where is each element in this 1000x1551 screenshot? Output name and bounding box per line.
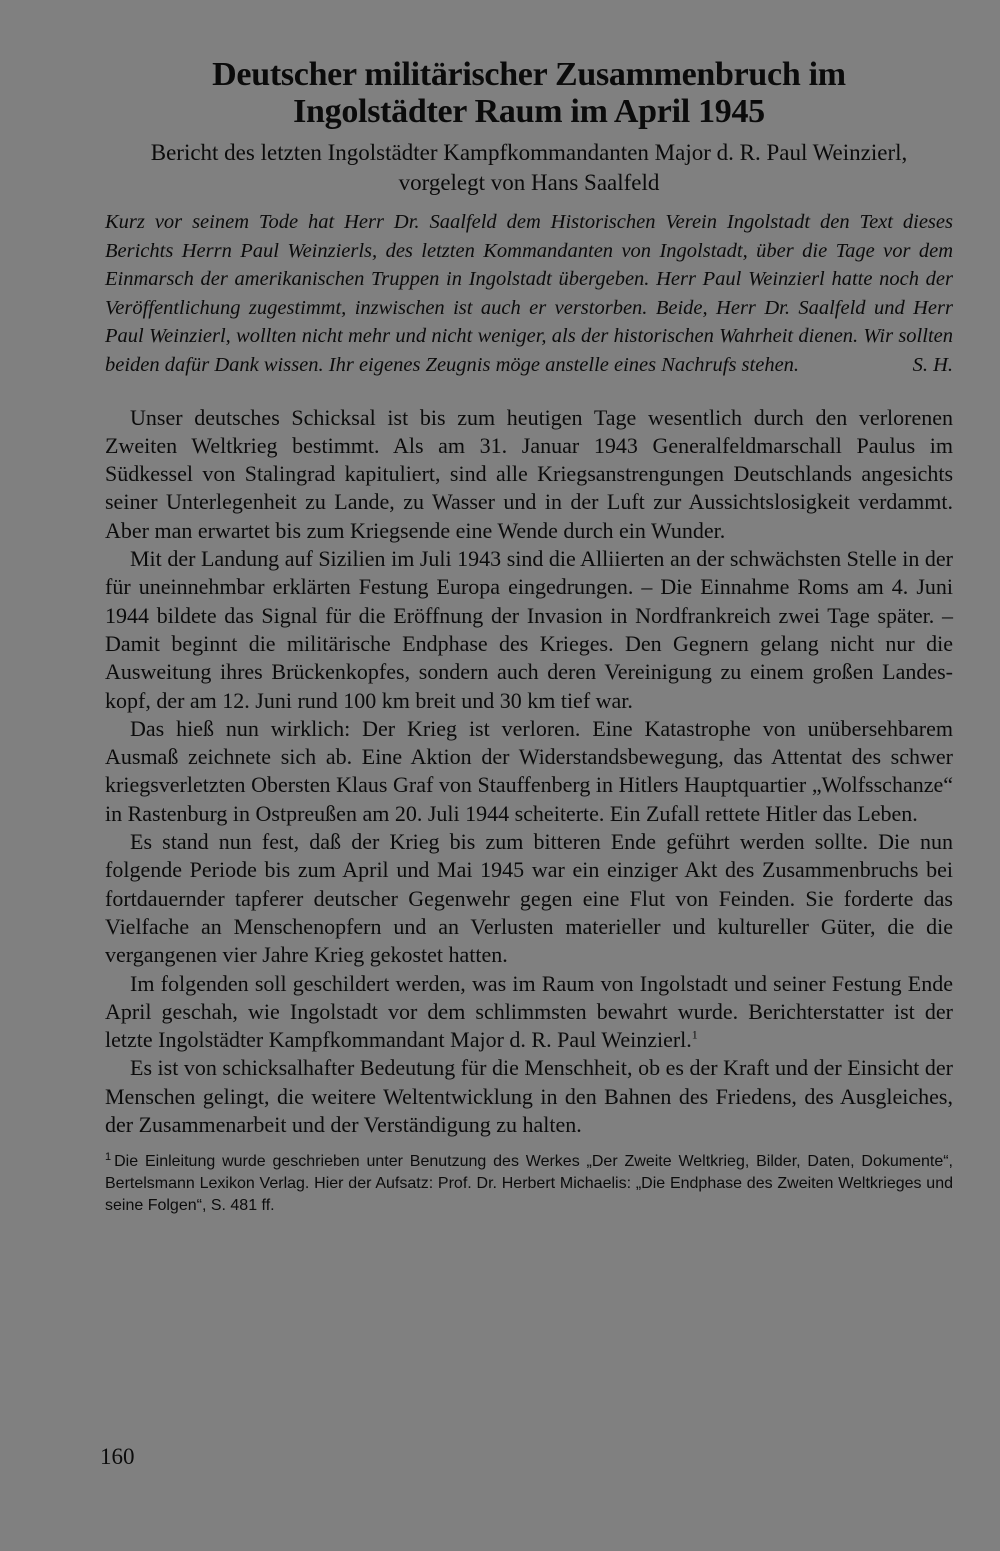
body-paragraph-text: Im folgenden soll geschildert werden, was im Raum von Ingolstadt und seiner Festung Ende April geschah, wie Ingolstadt vor dem schlimmsten bewahrt wurde. Berichterstatter ist der letzte Ingolstädter Kampfkommandant Major d. R. Paul Weinzierl. [105,970,953,1053]
footnote-mark: 1 [105,1150,112,1163]
document-page [105,56,953,1217]
body-paragraph: Mit der Landung auf Sizilien im Juli 1943 sind die Alliierten an der schwächsten Stelle in der für uneinnehmbar erklärten Festung Europa eingedrungen. – Die Einnahme Roms am 4. Juni 1944 bildete das Signal für die Eröffnung der Invasion in Nordfrankreich zwei Tage später. – Damit beginnt die militärische Endphase des Krieges. Den Gegnern gelang nicht nur die Ausweitung ihres Brückenkopfes, sondern auch deren Vereinigung zu einem großen Landeskopf, der am 12. Juni rund 100 km breit und 30 km tief war. [105,546,953,713]
editorial-intro [105,208,953,380]
body-paragraph: Das hieß nun wirklich: Der Krieg ist verloren. Eine Katastrophe von unübersehbarem Ausmaß zeichnete sich ab. Eine Aktion der Widerstandsbewegung, das Attentat des schwer kriegsverletzten Obersten Klaus Graf von Stauffenberg in Hitlers Hauptquartier „Wolfsschanze“ in Rastenburg in Ostpreußen am 20. Juli 1944 scheiterte. Ein Zufall rettete Hitler das Leben. [105,715,953,826]
article-subtitle: Bericht des letzten Ingolstädter Kampfkommandanten Major d. R. Paul Weinzierl, vorgelegt von Hans Saalfeld [150,140,908,195]
body-paragraph: Es stand nun fest, daß der Krieg bis zum bitteren Ende geführt werden sollte. Die nun folgende Periode bis zum April und Mai 1945 war ein einziger Akt des Zusammenbruchs bei fortdauernder tapferer deutscher Gegenwehr gegen eine Flut von Feinden. Sie forderte das Vielfache an Menschenopfern und an Verlusten materieller und kultureller Güter, die die vergangenen vier Jahre Krieg gekostet hatten. [105,829,953,968]
intro-signature: S. H. [912,353,953,376]
page-number: 160 [100,1444,135,1469]
footnote [105,1151,953,1217]
footnote-reference: 1 [691,1027,698,1042]
body-paragraph: Unser deutsches Schicksal ist bis zum heutigen Tage wesentlich durch den verlorenen Zweiten Weltkrieg bestimmt. Als am 31. Januar 1943 Generalfeldmarschall Paulus im Südkessel von Stalingrad kapituliert, sind alle Kriegsanstrengungen Deutschlands angesichts seiner Unterlegenheit zu Lande, zu Wasser und in der Luft zur Aussichtslosigkeit verdammt. Aber man erwartet bis zum Kriegsende eine Wende durch ein Wunder. [105,404,953,543]
body-paragraph: Es ist von schicksalhafter Bedeutung für die Menschheit, ob es der Kraft und der Einsicht der Menschen gelingt, die weitere Weltentwicklung in den Bahnen des Friedens, des Ausgleiches, der Zusammenarbeit und der Verständigung zu halten. [105,1055,953,1137]
intro-text: Kurz vor seinem Tode hat Herr Dr. Saalfeld dem Historischen Verein Ingolstadt den Text dieses Berichts Herrn Paul Weinzierls, des letzten Kommandanten von Ingolstadt, über die Tage vor dem Einmarsch der amerikanischen Truppen in Ingolstadt übergeben. Herr Paul Weinzierl hatte noch der Veröffentlichung zugestimmt, inzwischen ist auch er verstorben. Beide, Herr Dr. Saalfeld und Herr Paul Weinzierl, wollten nicht mehr und nicht weniger, als der historischen Wahrheit dienen. Wir sollten beiden dafür Dank wissen. Ihr eigenes Zeugnis möge anstelle eines Nachrufs stehen. [105,211,953,376]
article-body [105,404,953,1140]
body-paragraph [105,970,953,1055]
article-title [105,56,953,130]
footnote-text: Die Einleitung wurde geschrieben unter Benutzung des Werkes „Der Zweite Weltkrieg, Bilder, Daten, Dokumente“, Bertelsmann Lexikon Verlag. Hier der Aufsatz: Prof. Dr. Herbert Michaelis: „Die Endphase des Zweiten Weltkrieges und seine Folgen“, S. 481 ff. [105,1153,953,1215]
title-line-1: Deutscher militärischer Zusammenbruch im [212,56,846,93]
title-line-2: Ingolstädter Raum im April 1945 [293,93,765,130]
